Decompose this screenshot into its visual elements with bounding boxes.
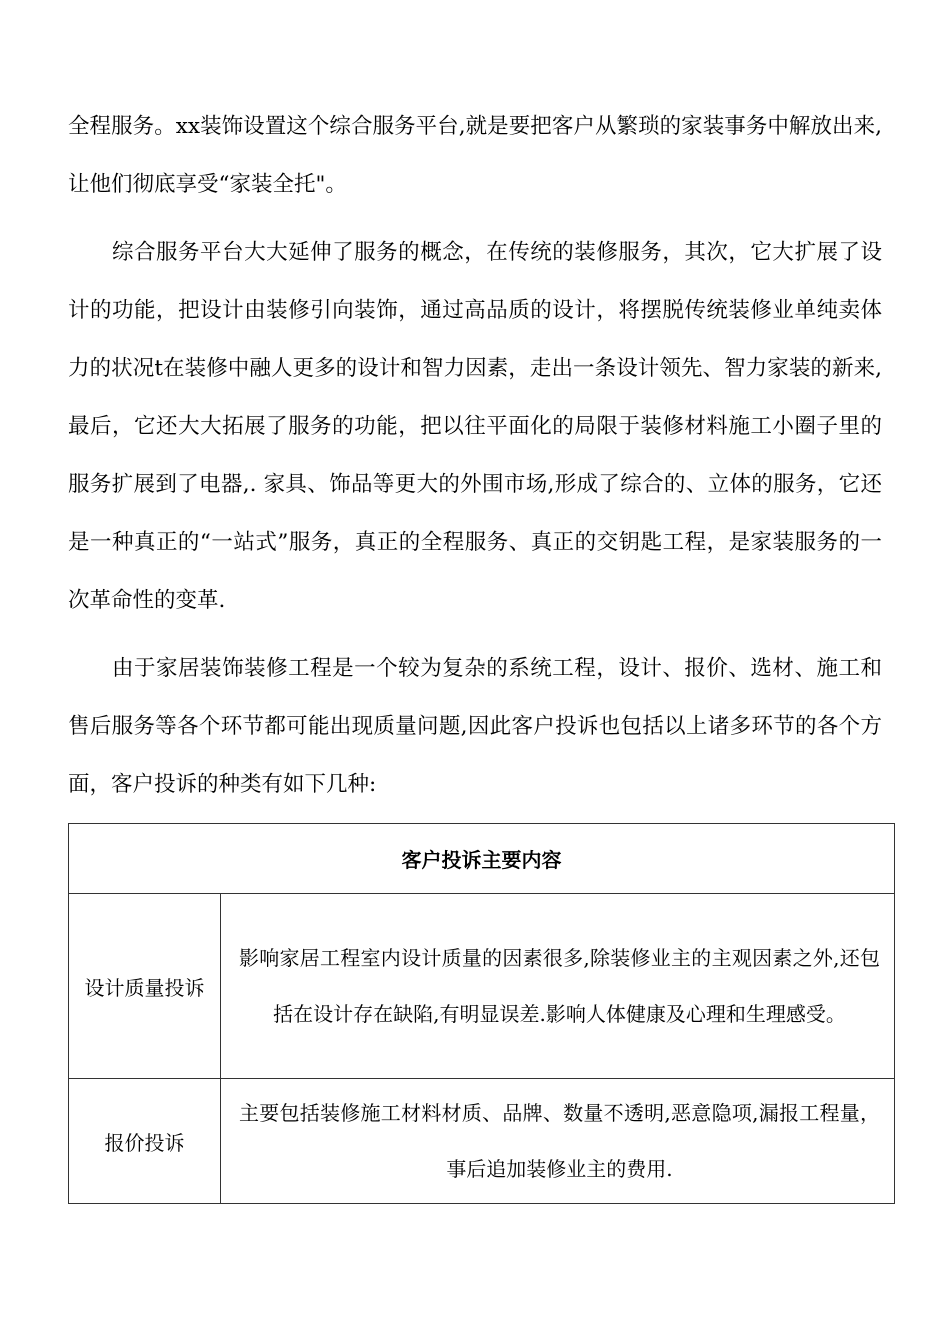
document-body: [68, 98, 882, 826]
table-header-row: [69, 824, 895, 894]
paragraph-complaint-types-intro: 由于家居装饰装修工程是一个较为复杂的系统工程，设计、报价、选材、施工和售后服务等各个环节都可能出现质量问题,因此客户投诉也包括以上诸多环节的各个方面，客户投诉的种类有如下几种:: [68, 656, 882, 797]
paragraph-service-platform-intro: 全程服务。xx装饰设置这个综合服务平台,就是要把客户从繁琐的家装事务中解放出来,让他们彻底享受“家装全托"。: [68, 114, 882, 197]
table-header: 客户投诉主要内容: [69, 824, 895, 894]
complaint-description-cell: 主要包括装修施工材料材质、品牌、数量不透明,恶意隐项,漏报工程量，事后追加装修业主的费用.: [221, 1079, 895, 1204]
complaint-type-cell: 设计质量投诉: [69, 894, 221, 1079]
paragraph-service-concept: 综合服务平台大大延伸了服务的概念，在传统的装修服务，其次，它大扩展了设计的功能，把设计由装修引向装饰，通过高品质的设计，将摆脱传统装修业单纯卖体力的状况t在装修中融人更多的设计和智力因素，走出一条设计领先、智力家装的新来,最后，它还大大拓展了服务的功能，把以往平面化的局限于装修材料施工小圈子里的服务扩展到了电器,. 家具、饰品等更大的外围市场,形成了综合的、立体的服务，它还是一种真正的“一站式”服务，真正的全程服务、真正的交钥匙工程，是家装服务的一次革命性的变革.: [68, 240, 882, 613]
table-row: [69, 894, 895, 1079]
complaint-type-cell: 报价投诉: [69, 1079, 221, 1204]
complaint-content-table: [68, 823, 895, 1204]
table-row: [69, 1079, 895, 1204]
complaint-description-cell: 影响家居工程室内设计质量的因素很多,除装修业主的主观因素之外,还包括在设计存在缺陷,有明显误差.影响人体健康及心理和生理感受。: [221, 894, 895, 1079]
